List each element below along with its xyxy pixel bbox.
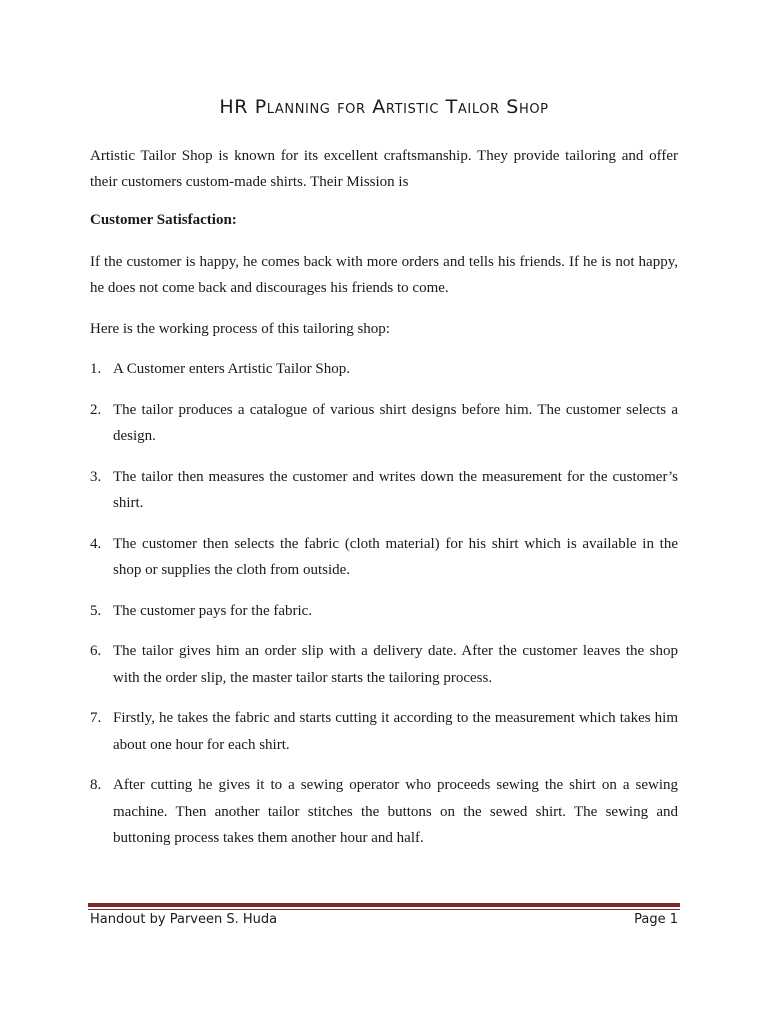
step-number: 3. (90, 468, 102, 485)
footer-divider (88, 903, 680, 910)
footer-divider-thin (88, 909, 680, 910)
step-number: 2. (90, 401, 102, 418)
step-text: The customer pays for the fabric. (113, 602, 313, 619)
process-steps-list (90, 356, 678, 866)
step-number: 5. (90, 602, 102, 619)
list-item (90, 397, 678, 450)
intro-paragraph: Artistic Tailor Shop is known for its excellent craftsmanship. They provide tailoring and offer their customers custom-made shirts. Their Mission is (90, 148, 678, 190)
step-number: 1. (90, 361, 102, 377)
step-text: The tailor produces a catalogue of various shirt designs before him. The customer selects a design. (113, 401, 678, 444)
list-item (90, 638, 678, 691)
step-text: The tailor then measures the customer and writes down the measurement for the customer’s shirt. (113, 468, 678, 511)
step-text: The customer then selects the fabric (cloth material) for his shirt which is available in the shop or supplies the cloth from outside. (113, 535, 678, 578)
step-text: The tailor gives him an order slip with a delivery date. After the customer leaves the shop with the order slip, the master tailor starts the tailoring process. (113, 643, 678, 686)
process-intro-paragraph: Here is the working process of this tailoring shop: (90, 321, 390, 337)
page-footer (90, 912, 678, 927)
list-item (90, 598, 678, 625)
step-text: Firstly, he takes the fabric and starts cutting it according to the measurement which takes him about one hour for each shirt. (113, 710, 678, 753)
step-text: After cutting he gives it to a sewing operator who proceeds sewing the shirt on a sewing machine. Then another tailor stitches the buttons on the sewed shirt. The sewing and buttoning process takes them another hour and half. (113, 777, 678, 846)
list-item (90, 705, 678, 758)
step-number: 7. (90, 710, 102, 726)
section-heading: Customer Satisfaction: (90, 212, 237, 228)
list-item (90, 772, 678, 852)
step-text: A Customer enters Artistic Tailor Shop. (113, 361, 350, 377)
list-item (90, 464, 678, 517)
footer-author: Handout by Parveen S. Huda (90, 912, 278, 927)
footer-page-number: Page 1 (634, 912, 678, 927)
list-item (90, 531, 678, 584)
satisfaction-paragraph: If the customer is happy, he comes back with more orders and tells his friends. If he is not happy, he does not come back and discourages his friends to come. (90, 254, 678, 296)
step-number: 8. (90, 777, 102, 793)
list-item (90, 356, 678, 383)
step-number: 4. (90, 535, 102, 552)
step-number: 6. (90, 643, 102, 659)
document-title: HR Planning for Artistic Tailor Shop (219, 96, 549, 118)
